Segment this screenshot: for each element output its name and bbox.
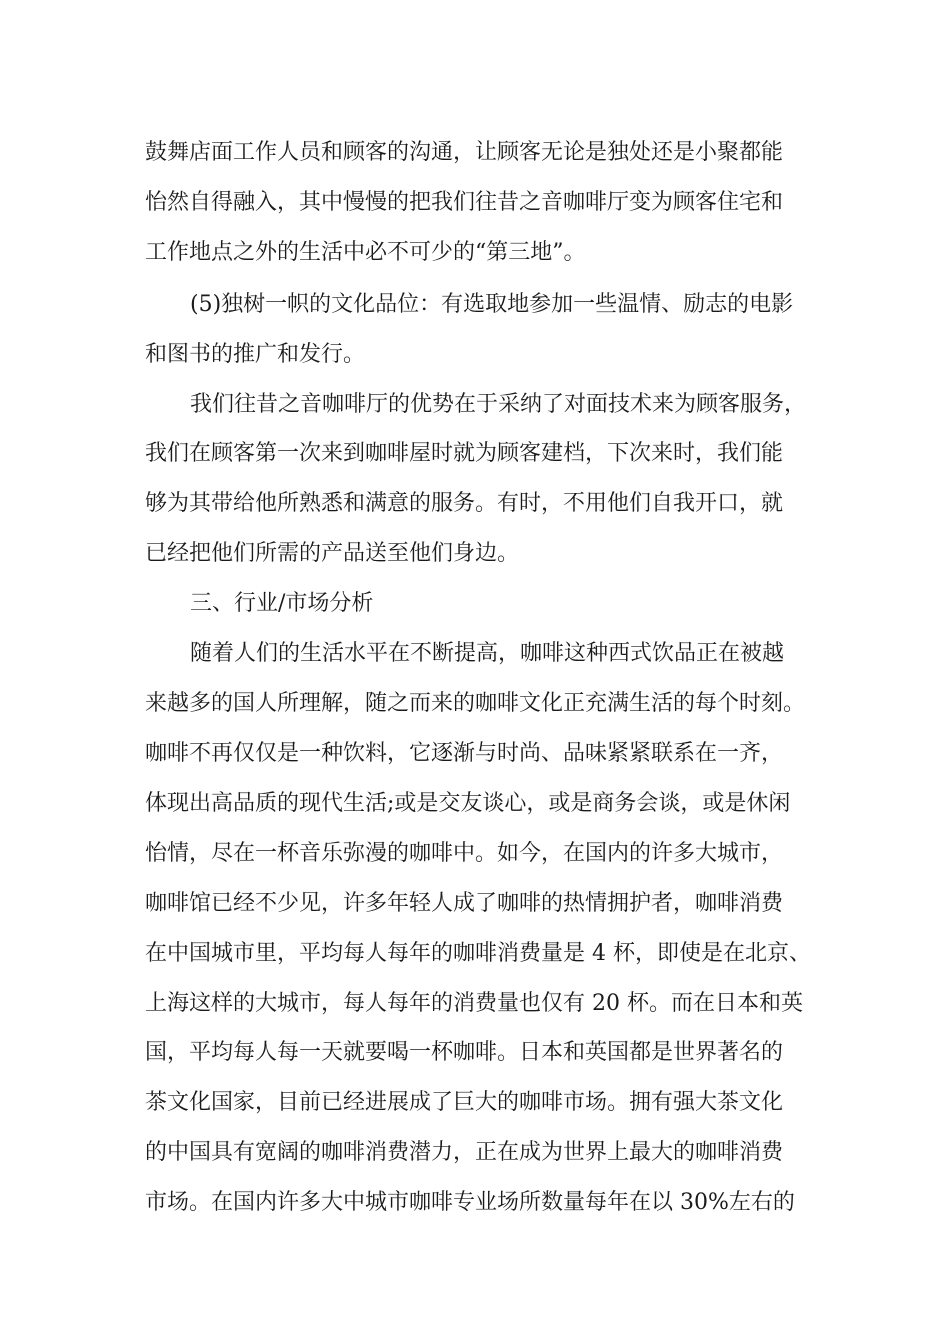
text-line: 我们往昔之音咖啡厅的优势在于采纳了对面技术来为顾客服务， [190,392,807,417]
text-line: 来越多的国人所理解，随之而来的咖啡文化正充满生活的每个时刻。 [145,691,806,716]
text-line: 怡然自得融入，其中慢慢的把我们往昔之音咖啡厅变为顾客住宅和 [145,190,784,215]
text-line: (5)独树一帜的文化品位：有选取地参加一些温情、励志的电影 [190,292,794,317]
text-line: 我们在顾客第一次来到咖啡屋时就为顾客建档，下次来时，我们能 [145,441,784,466]
text-line: 鼓舞店面工作人员和顾客的沟通，让顾客无论是独处还是小聚都能 [145,140,784,165]
text-line: 已经把他们所需的产品送至他们身边。 [145,541,520,566]
text-line: 国，平均每人每一天就要喝一杯咖啡。日本和英国都是世界著名的 [145,1040,784,1065]
text-line: 够为其带给他所熟悉和满意的服务。有时，不用他们自我开口，就 [145,491,784,516]
text-line: 工作地点之外的生活中必不可少的“第三地”。 [145,240,586,265]
text-line: 上海这样的大城市，每人每年的消费量也仅有 20 杯。而在日本和英 [145,991,803,1016]
text-line: 咖啡馆已经不少见，许多年轻人成了咖啡的热情拥护者，咖啡消费 [145,891,784,916]
section-heading: 三、行业/市场分析 [190,591,374,616]
text-line: 在中国城市里，平均每人每年的咖啡消费量是 4 杯，即使是在北京、 [145,941,811,966]
text-line: 的中国具有宽阔的咖啡消费潜力，正在成为世界上最大的咖啡消费 [145,1140,784,1165]
text-line: 怡情，尽在一杯音乐弥漫的咖啡中。如今，在国内的许多大城市， [145,841,784,866]
text-line: 咖啡不再仅仅是一种饮料，它逐渐与时尚、品味紧紧联系在一齐， [145,741,784,766]
text-line: 体现出高品质的现代生活;或是交友谈心，或是商务会谈，或是休闲 [145,791,791,816]
text-line: 和图书的推广和发行。 [145,342,366,367]
text-line: 茶文化国家，目前已经进展成了巨大的咖啡市场。拥有强大茶文化 [145,1090,784,1115]
text-line: 市场。在国内许多大中城市咖啡专业场所数量每年在以 30%左右的 [145,1190,795,1215]
text-line: 随着人们的生活水平在不断提高，咖啡这种西式饮品正在被越 [190,641,785,666]
